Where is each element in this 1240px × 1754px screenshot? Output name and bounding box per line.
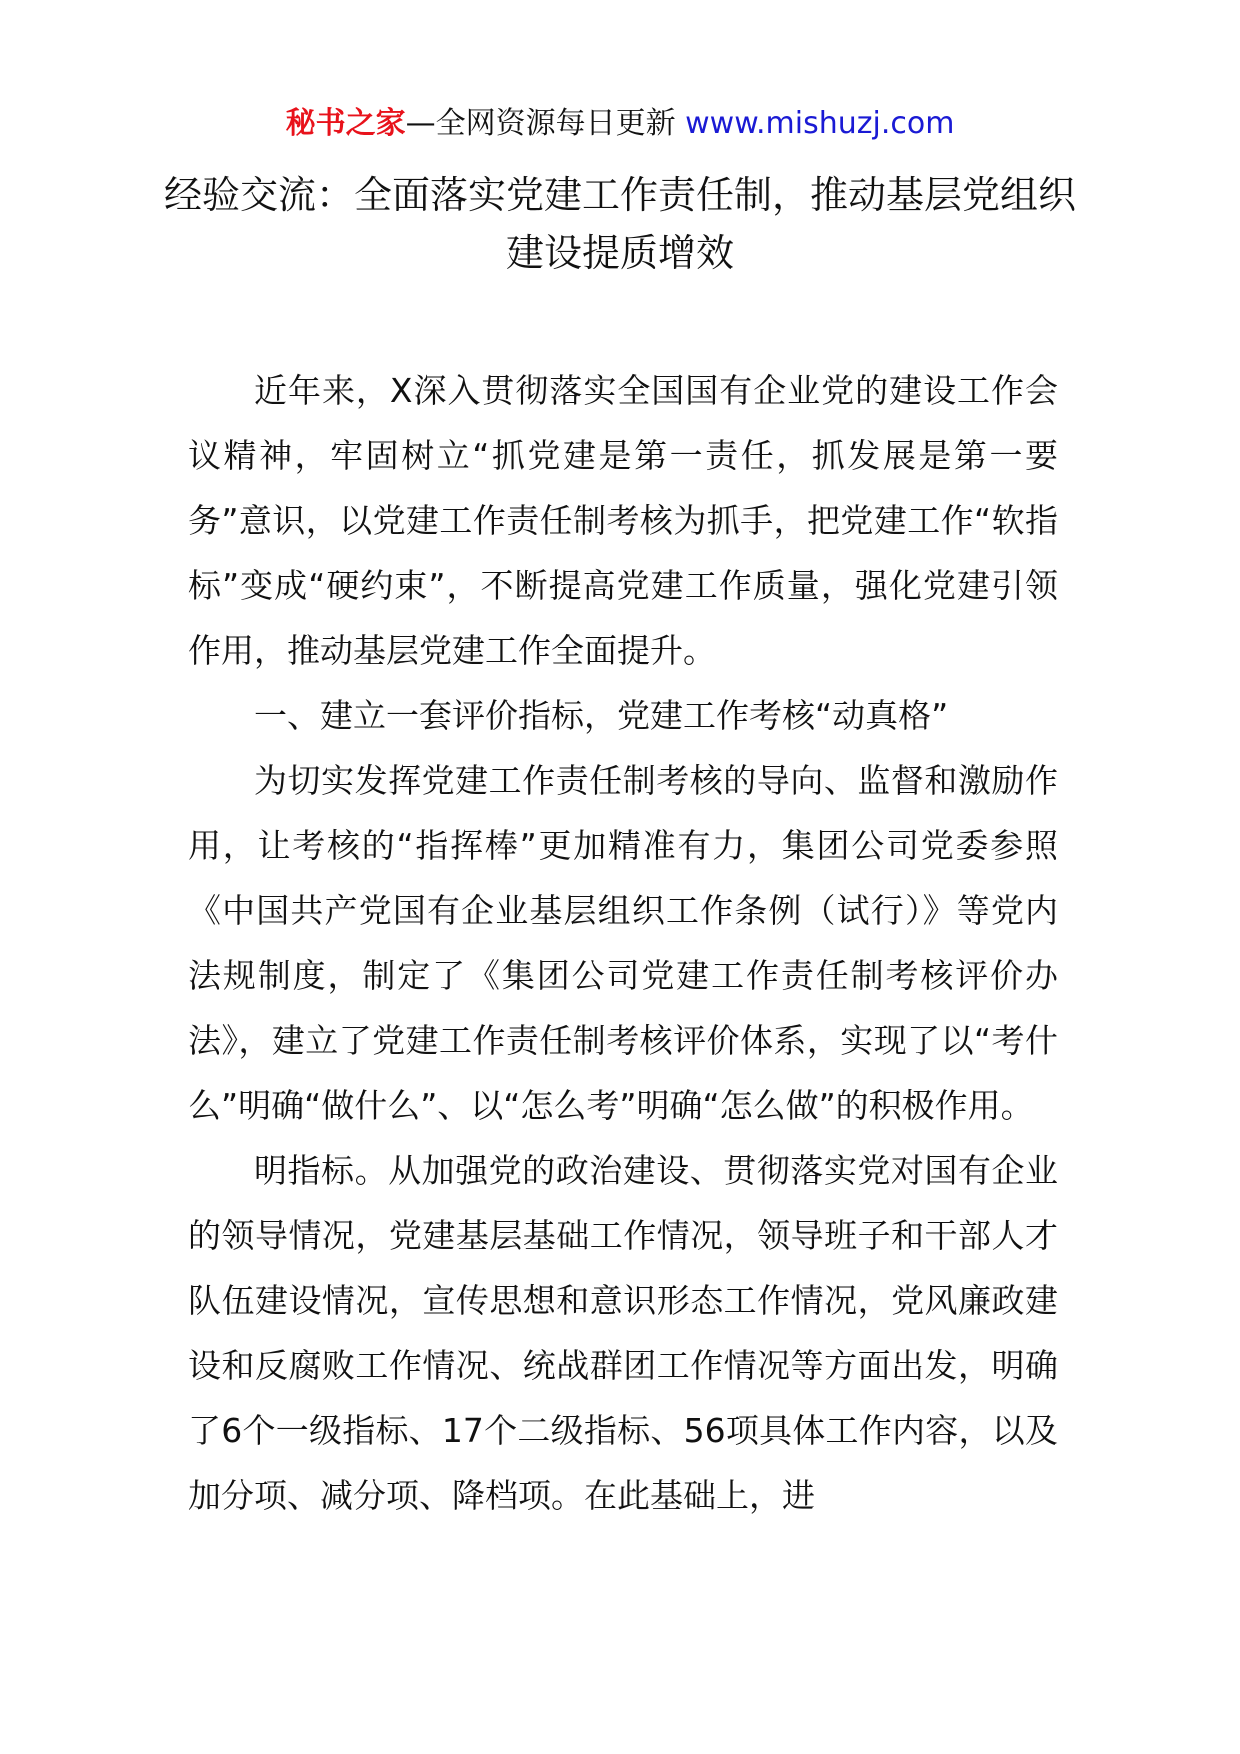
site-brand: 秘书之家 bbox=[285, 106, 406, 141]
body-paragraph: 为切实发挥党建工作责任制考核的导向、监督和激励作用，让考核的“指挥棒”更加精准有力，集团公司党委参照《中国共产党国有企业基层组织工作条例（试行）》等党内法规制度，制定了《集团公司党建工作责任制考核评价办法》，建立了党建工作责任制考核评价体系，实现了以“考什么”明确“做什么”、以“怎么考”明确“怎么做”的积极作用。 bbox=[188, 761, 1058, 1125]
site-tagline: —全网资源每日更新 bbox=[405, 106, 686, 141]
document-body bbox=[188, 358, 1058, 1528]
site-header bbox=[0, 104, 1240, 144]
body-paragraph: 明指标。从加强党的政治建设、贯彻落实党对国有企业的领导情况，党建基层基础工作情况，领导班子和干部人才队伍建设情况，宣传思想和意识形态工作情况，党风廉政建设和反腐败工作情况、统战群团工作情况等方面出发，明确了6个一级指标、17个二级指标、56项具体工作内容，以及加分项、减分项、降档项。在此基础上，进 bbox=[188, 1151, 1058, 1515]
section-heading: 一、建立一套评价指标，党建工作考核“动真格” bbox=[254, 696, 949, 735]
site-url-link[interactable]: www.mishuzj.com bbox=[685, 106, 955, 141]
intro-paragraph: 近年来，X深入贯彻落实全国国有企业党的建设工作会议精神，牢固树立“抓党建是第一责任，抓发展是第一要务”意识，以党建工作责任制考核为抓手，把党建工作“软指标”变成“硬约束”，不断提高党建工作质量，强化党建引领作用，推动基层党建工作全面提升。 bbox=[188, 371, 1058, 670]
document-title: 经验交流：全面落实党建工作责任制，推动基层党组织建设提质增效 bbox=[163, 173, 1076, 275]
